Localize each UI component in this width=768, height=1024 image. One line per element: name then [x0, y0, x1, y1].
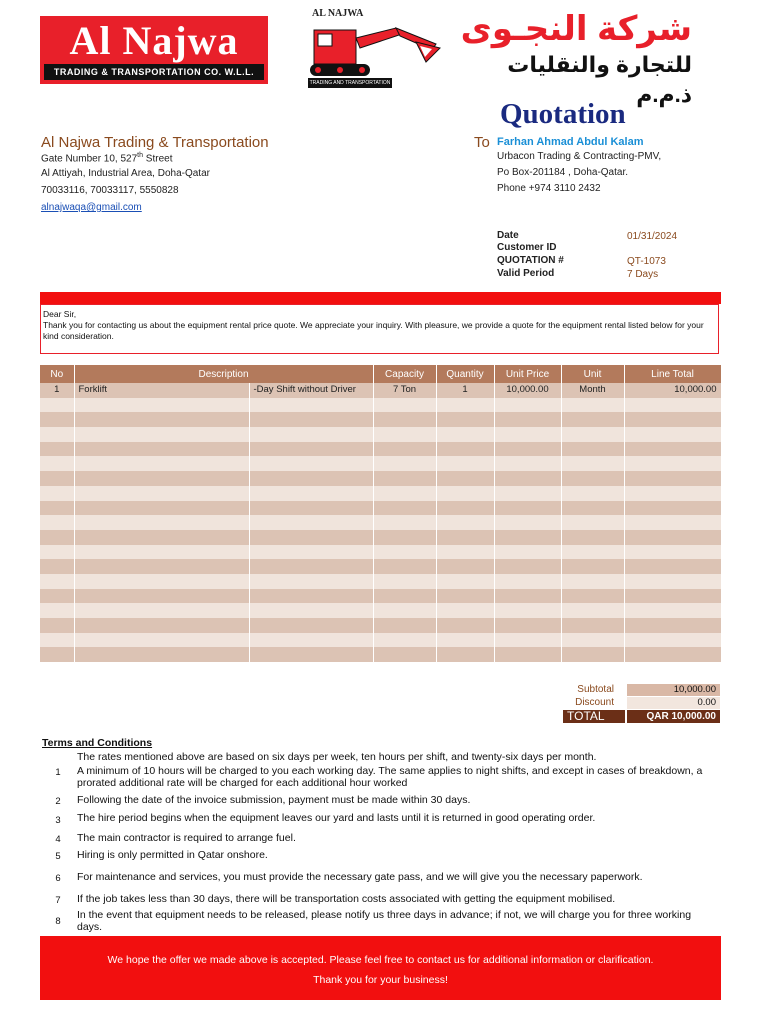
recipient-phone: Phone +974 3110 2432 — [497, 183, 601, 194]
table-cell-empty — [494, 574, 561, 589]
table-cell-empty — [561, 574, 624, 589]
table-row-empty — [40, 530, 721, 545]
table-row-empty — [40, 501, 721, 516]
table-cell-empty — [74, 603, 249, 618]
table-cell-empty — [624, 442, 721, 457]
recipient-name: Farhan Ahmad Abdul Kalam — [497, 136, 644, 148]
table-cell-empty — [74, 427, 249, 442]
letter-greeting: Dear Sir, — [43, 309, 77, 319]
table-cell-empty — [561, 501, 624, 516]
term-number: 7 — [55, 895, 61, 906]
table-cell-empty — [624, 398, 721, 413]
term-text: A minimum of 10 hours will be charged to you each working day. The same applies to night shifts, and except in cases of breakdown, a prorated additional rate will be charged for each additional hour worked — [77, 765, 703, 789]
table-cell-empty — [561, 559, 624, 574]
table-cell-empty — [436, 574, 494, 589]
col-header-description: Description — [74, 365, 373, 383]
term-text: Following the date of the invoice submission, payment must be made within 30 days. — [77, 794, 471, 806]
table-row-empty — [40, 589, 721, 604]
table-cell-empty — [249, 456, 373, 471]
table-cell-empty — [74, 559, 249, 574]
table-cell-empty — [436, 589, 494, 604]
recipient-pobox: Po Box-201184 , Doha-Qatar. — [497, 167, 629, 178]
table-row-empty — [40, 633, 721, 648]
table-cell-empty — [436, 486, 494, 501]
col-header-quantity: Quantity — [436, 365, 494, 383]
table-row-empty — [40, 456, 721, 471]
table-cell-empty — [561, 603, 624, 618]
table-cell-empty — [561, 633, 624, 648]
company-logo-excavator — [306, 8, 446, 90]
col-header-no: No — [40, 365, 74, 383]
table-cell-empty — [40, 633, 74, 648]
table-cell-empty — [436, 398, 494, 413]
table-cell-empty — [40, 647, 74, 662]
valid-period-label: Valid Period — [497, 268, 555, 279]
term-number: 2 — [55, 796, 61, 807]
table-cell-empty — [436, 618, 494, 633]
table-cell-empty — [494, 486, 561, 501]
recipient-company: Urbacon Trading & Contracting-PMV, — [497, 151, 662, 162]
table-cell-empty — [436, 647, 494, 662]
items-table — [40, 365, 722, 662]
sender-address-line-1 — [41, 152, 172, 164]
table-cell-empty — [373, 574, 436, 589]
table-cell-empty — [249, 486, 373, 501]
table-cell-empty — [74, 633, 249, 648]
term-number: 4 — [55, 834, 61, 845]
table-row-empty — [40, 574, 721, 589]
table-cell-empty — [373, 501, 436, 516]
cell-item: Forklift — [74, 383, 249, 398]
table-cell-empty — [436, 501, 494, 516]
col-header-unit-price: Unit Price — [494, 365, 561, 383]
table-cell-empty — [436, 427, 494, 442]
table-cell-empty — [40, 589, 74, 604]
table-cell-empty — [561, 427, 624, 442]
table-cell-empty — [40, 515, 74, 530]
valid-period-value: 7 Days — [627, 269, 659, 280]
table-cell-empty — [624, 545, 721, 560]
table-cell-empty — [624, 515, 721, 530]
address-suffix: th — [137, 152, 144, 159]
letter-box — [40, 304, 719, 354]
term-number: 6 — [55, 873, 61, 884]
table-cell-empty — [40, 574, 74, 589]
table-cell-empty — [494, 633, 561, 648]
footer-thanks: Thank you for your business! — [313, 974, 448, 986]
table-cell-empty — [494, 442, 561, 457]
cell-line-total: 10,000.00 — [624, 383, 721, 398]
table-cell-empty — [561, 618, 624, 633]
table-cell-empty — [40, 559, 74, 574]
quotation-number-value: QT-1073 — [627, 256, 666, 267]
table-cell-empty — [373, 647, 436, 662]
table-row-empty — [40, 618, 721, 633]
date-label: Date — [497, 230, 519, 241]
logo-subtitle: TRADING & TRANSPORTATION CO. W.L.L. — [44, 64, 264, 80]
term-text: The main contractor is required to arrange fuel. — [77, 832, 296, 844]
table-cell-empty — [74, 545, 249, 560]
cell-unit: Month — [561, 383, 624, 398]
table-cell-empty — [373, 456, 436, 471]
to-label: To — [474, 134, 490, 151]
table-row-empty — [40, 545, 721, 560]
table-cell-empty — [373, 427, 436, 442]
cell-no: 1 — [40, 383, 74, 398]
table-cell-empty — [249, 501, 373, 516]
table-row-empty — [40, 559, 721, 574]
document-title: Quotation — [500, 98, 626, 130]
table-cell-empty — [74, 501, 249, 516]
company-logo-english — [40, 16, 268, 84]
term-number: 8 — [55, 916, 61, 927]
table-cell-empty — [249, 647, 373, 662]
cell-unit-price: 10,000.00 — [494, 383, 561, 398]
table-cell-empty — [249, 398, 373, 413]
table-cell-empty — [249, 471, 373, 486]
table-cell-empty — [624, 530, 721, 545]
table-cell-empty — [561, 486, 624, 501]
table-row-empty — [40, 471, 721, 486]
table-cell-empty — [561, 589, 624, 604]
total-label: TOTAL — [563, 710, 625, 723]
table-cell-empty — [624, 471, 721, 486]
table-cell-empty — [249, 618, 373, 633]
table-row-empty — [40, 427, 721, 442]
sender-phones: 70033116, 70033117, 5550828 — [41, 185, 179, 196]
table-cell-empty — [249, 530, 373, 545]
table-cell-empty — [74, 398, 249, 413]
table-cell-empty — [436, 545, 494, 560]
term-text: For maintenance and services, you must provide the necessary gate pass, and we will give you the necessary paperwork. — [77, 871, 643, 883]
table-cell-empty — [494, 559, 561, 574]
table-cell-empty — [373, 515, 436, 530]
footer-message: We hope the offer we made above is accepted. Please feel free to contact us for additional information or clarification. — [107, 954, 654, 966]
table-cell-empty — [436, 456, 494, 471]
table-cell-empty — [373, 618, 436, 633]
table-cell-empty — [74, 442, 249, 457]
table-cell-empty — [40, 618, 74, 633]
table-cell-empty — [74, 647, 249, 662]
table-cell-empty — [494, 427, 561, 442]
table-cell-empty — [249, 559, 373, 574]
table-cell-empty — [373, 442, 436, 457]
table-cell-empty — [74, 412, 249, 427]
table-cell-empty — [494, 398, 561, 413]
logo-mid-bar: TRADING AND TRANSPORTATION — [309, 80, 391, 86]
table-row — [40, 383, 721, 398]
table-cell-empty — [436, 515, 494, 530]
subtotal-value: 10,000.00 — [627, 684, 720, 696]
cell-quantity: 1 — [436, 383, 494, 398]
table-cell-empty — [249, 515, 373, 530]
table-cell-empty — [249, 427, 373, 442]
terms-title: Terms and Conditions — [42, 737, 153, 749]
term-text: Hiring is only permitted in Qatar onshore. — [77, 849, 268, 861]
table-cell-empty — [249, 545, 373, 560]
table-cell-empty — [494, 501, 561, 516]
table-cell-empty — [249, 633, 373, 648]
table-cell-empty — [373, 633, 436, 648]
table-cell-empty — [624, 633, 721, 648]
table-cell-empty — [40, 442, 74, 457]
table-cell-empty — [494, 589, 561, 604]
table-cell-empty — [373, 530, 436, 545]
sender-address-line-2: Al Attiyah, Industrial Area, Doha-Qatar — [41, 168, 210, 179]
cell-capacity: 7 Ton — [373, 383, 436, 398]
table-cell-empty — [40, 545, 74, 560]
table-cell-empty — [249, 412, 373, 427]
logo-brand-text: Al Najwa — [69, 18, 239, 63]
table-cell-empty — [494, 545, 561, 560]
table-cell-empty — [561, 442, 624, 457]
address-street: Gate Number 10, 527 — [41, 153, 138, 165]
table-cell-empty — [74, 456, 249, 471]
footer-banner — [40, 936, 721, 1000]
table-cell-empty — [249, 603, 373, 618]
table-cell-empty — [436, 442, 494, 457]
table-cell-empty — [436, 603, 494, 618]
table-cell-empty — [249, 574, 373, 589]
table-row-empty — [40, 515, 721, 530]
table-cell-empty — [494, 471, 561, 486]
table-cell-empty — [74, 515, 249, 530]
table-cell-empty — [494, 530, 561, 545]
table-cell-empty — [494, 456, 561, 471]
table-row-empty — [40, 442, 721, 457]
table-cell-empty — [373, 603, 436, 618]
discount-label: Discount — [575, 697, 614, 708]
table-cell-empty — [436, 530, 494, 545]
address-street-tail: Street — [143, 153, 173, 165]
table-cell-empty — [74, 589, 249, 604]
table-cell-empty — [624, 603, 721, 618]
table-cell-empty — [436, 471, 494, 486]
table-cell-empty — [624, 618, 721, 633]
table-cell-empty — [74, 574, 249, 589]
table-cell-empty — [494, 618, 561, 633]
sender-email-link[interactable]: alnajwaqa@gmail.com — [41, 202, 142, 213]
table-cell-empty — [494, 647, 561, 662]
table-cell-empty — [373, 589, 436, 604]
term-number: 3 — [55, 815, 61, 826]
table-cell-empty — [624, 589, 721, 604]
letter-header-strip — [40, 292, 721, 304]
table-cell-empty — [494, 603, 561, 618]
table-cell-empty — [436, 559, 494, 574]
table-cell-empty — [561, 456, 624, 471]
term-text: In the event that equipment needs to be released, please notify us three days in advance; if not, we will charge you for three working days. — [77, 909, 692, 933]
table-cell-empty — [373, 559, 436, 574]
table-cell-empty — [373, 398, 436, 413]
terms-intro: The rates mentioned above are based on six days per week, ten hours per shift, and twenty-six days per month. — [77, 751, 597, 763]
table-cell-empty — [624, 559, 721, 574]
col-header-capacity: Capacity — [373, 365, 436, 383]
table-cell-empty — [624, 647, 721, 662]
cell-description: -Day Shift without Driver — [249, 383, 373, 398]
table-cell-empty — [624, 456, 721, 471]
table-cell-empty — [74, 530, 249, 545]
table-cell-empty — [561, 647, 624, 662]
table-row-empty — [40, 398, 721, 413]
table-cell-empty — [561, 471, 624, 486]
term-number: 1 — [55, 767, 61, 778]
term-text: The hire period begins when the equipment leaves our yard and lasts until it is returned in good operating order. — [77, 812, 596, 824]
term-number: 5 — [55, 851, 61, 862]
table-cell-empty — [40, 471, 74, 486]
table-cell-empty — [40, 501, 74, 516]
table-cell-empty — [40, 412, 74, 427]
col-header-line-total: Line Total — [624, 365, 721, 383]
table-cell-empty — [561, 530, 624, 545]
quotation-number-label: QUOTATION # — [497, 255, 564, 266]
col-header-unit: Unit — [561, 365, 624, 383]
table-cell-empty — [494, 412, 561, 427]
table-row-empty — [40, 647, 721, 662]
table-cell-empty — [40, 456, 74, 471]
table-cell-empty — [40, 427, 74, 442]
subtotal-label: Subtotal — [577, 684, 614, 695]
table-cell-empty — [624, 412, 721, 427]
table-row-empty — [40, 412, 721, 427]
table-cell-empty — [624, 501, 721, 516]
table-header-row — [40, 365, 721, 383]
table-cell-empty — [249, 589, 373, 604]
logo-arabic-sub: للتجارة والنقليات ذ.م.م — [507, 52, 692, 107]
table-cell-empty — [561, 398, 624, 413]
table-cell-empty — [40, 486, 74, 501]
table-row-empty — [40, 486, 721, 501]
table-cell-empty — [74, 486, 249, 501]
table-cell-empty — [624, 574, 721, 589]
logo-arabic-name: شركة النجـوى — [460, 10, 692, 48]
total-value: QAR 10,000.00 — [627, 710, 720, 723]
table-cell-empty — [373, 486, 436, 501]
discount-value: 0.00 — [627, 697, 720, 709]
table-cell-empty — [249, 442, 373, 457]
table-cell-empty — [494, 515, 561, 530]
sender-company-name: Al Najwa Trading & Transportation — [41, 134, 269, 151]
table-cell-empty — [373, 471, 436, 486]
table-cell-empty — [624, 486, 721, 501]
letter-body: Thank you for contacting us about the equipment rental price quote. We appreciate your inquiry. With pleasure, we provide a quote for the equipment rental listed below for your kind consideration. — [43, 320, 704, 341]
table-cell-empty — [561, 412, 624, 427]
table-cell-empty — [624, 427, 721, 442]
table-cell-empty — [373, 412, 436, 427]
term-text: If the job takes less than 30 days, there will be transportation costs associated with getting the equipment mobilised. — [77, 893, 616, 905]
table-cell-empty — [40, 530, 74, 545]
date-value: 01/31/2024 — [627, 231, 678, 242]
table-row-empty — [40, 603, 721, 618]
table-cell-empty — [40, 398, 74, 413]
table-cell-empty — [74, 618, 249, 633]
table-cell-empty — [74, 471, 249, 486]
customer-id-label: Customer ID — [497, 242, 557, 253]
table-cell-empty — [436, 633, 494, 648]
table-cell-empty — [436, 412, 494, 427]
company-logo-arabic — [450, 8, 698, 107]
table-cell-empty — [373, 545, 436, 560]
logo-mid-label: AL NAJWA — [312, 8, 364, 19]
table-cell-empty — [561, 515, 624, 530]
table-cell-empty — [561, 545, 624, 560]
table-cell-empty — [40, 603, 74, 618]
